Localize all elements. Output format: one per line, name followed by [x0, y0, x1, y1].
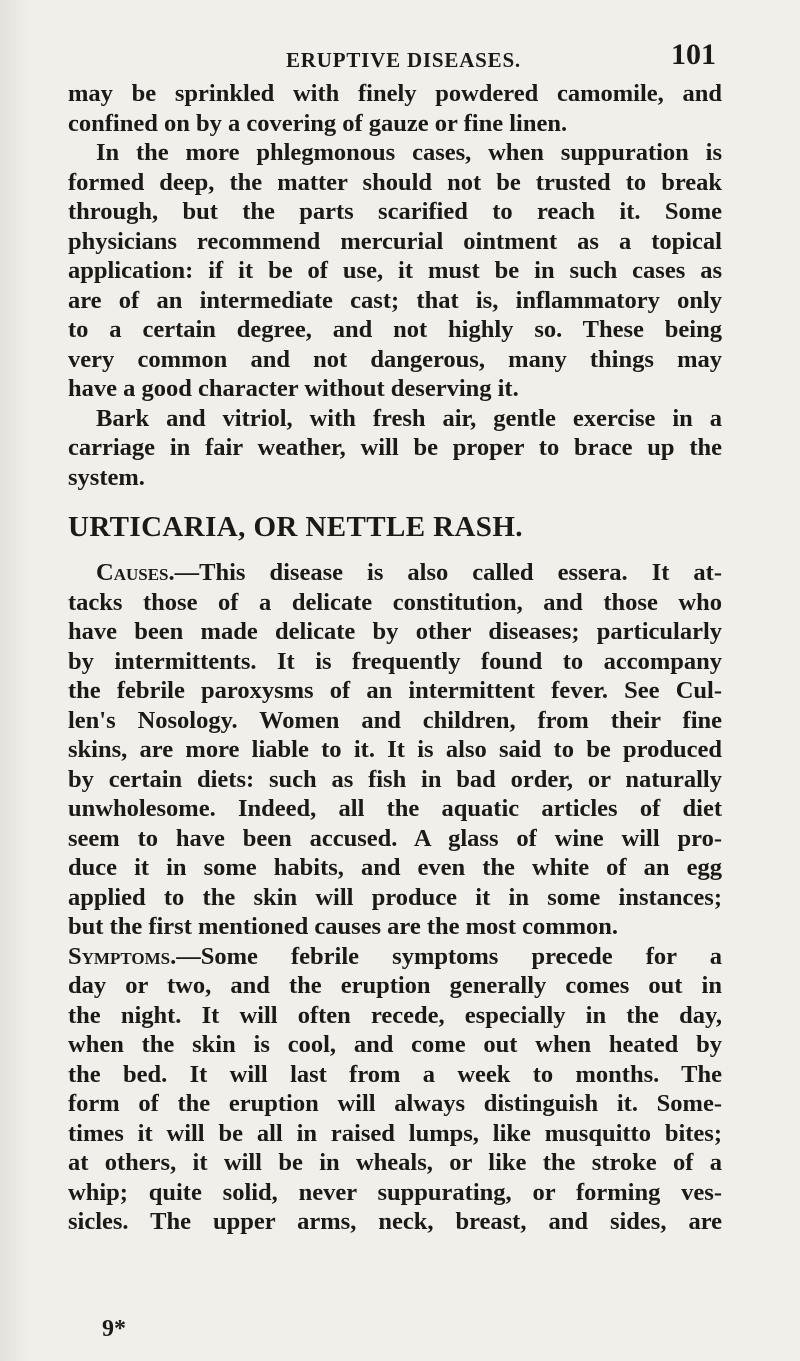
text-line: the night. It will often recede, especially in the day, — [68, 1001, 722, 1029]
text-line: skins, are more liable to it. It is also said to be produced — [68, 736, 722, 763]
running-title: ERUPTIVE DISEASES. — [286, 48, 521, 72]
text-line: the febrile paroxysms of an intermittent fever. See Cul- — [68, 677, 722, 704]
symptoms-label: Symptoms. — [68, 942, 177, 970]
text-line: physicians recommend mercurial ointment as a topical — [68, 227, 722, 255]
running-head — [286, 38, 716, 82]
text-line: unwholesome. Indeed, all the aquatic articles of diet — [68, 795, 722, 822]
text-line: len's Nosology. Women and children, from their fine — [68, 706, 722, 734]
text-line: are of an intermediate cast; that is, inflammatory only — [68, 286, 722, 314]
signature-mark: 9* — [102, 1316, 126, 1342]
text-line: very common and not dangerous, many things may — [68, 345, 722, 373]
text-line: In the more phlegmonous cases, when suppuration is — [96, 139, 722, 166]
text-line: have a good character without deserving it. — [68, 375, 519, 402]
causes-label: Causes. — [96, 559, 175, 586]
text-line: Bark and vitriol, with fresh air, gentle exercise in a — [96, 404, 722, 432]
text-line: confined on by a covering of gauze or fine linen. — [68, 109, 568, 137]
symptoms-first-line — [68, 942, 722, 972]
causes-first-line — [68, 558, 722, 588]
text-line: applied to the skin will produce it in some instances; — [68, 883, 722, 911]
text-line: application: if it be of use, it must be in such cases as — [68, 257, 722, 284]
text-line: system. — [68, 463, 145, 491]
text-line: sicles. The upper arms, neck, breast, and sides, are — [68, 1208, 722, 1235]
text-line: day or two, and the eruption generally comes out in — [68, 972, 722, 999]
text-line: but the first mentioned causes are the most common. — [68, 913, 619, 940]
text-line: may be sprinkled with finely powdered camomile, and — [68, 80, 722, 107]
text-line: at others, it will be in wheals, or like the stroke of a — [68, 1149, 722, 1176]
text-line: the bed. It will last from a week to months. The — [68, 1060, 722, 1088]
text-line: have been made delicate by other diseases; particularly — [68, 618, 722, 645]
text-line: duce it in some habits, and even the white of an egg — [68, 854, 722, 881]
text-line: form of the eruption will always distinguish it. Some- — [68, 1090, 722, 1117]
text-line: when the skin is cool, and come out when heated by — [68, 1031, 722, 1058]
text-line: tacks those of a delicate constitution, and those who — [68, 588, 722, 616]
body-text — [68, 79, 722, 1237]
page-number: 101 — [671, 38, 716, 71]
text-line: carriage in fair weather, will be proper to brace up the — [68, 434, 722, 461]
text-line: seem to have been accused. A glass of wine will pro- — [68, 824, 722, 852]
text-line: to a certain degree, and not highly so. These being — [68, 316, 722, 343]
text-line: whip; quite solid, never suppurating, or forming ves- — [68, 1178, 722, 1206]
section-heading: URTICARIA, OR NETTLE RASH. — [68, 511, 523, 543]
text-line: by certain diets: such as fish in bad order, or naturally — [68, 765, 722, 793]
text-line: by intermittents. It is frequently found to accompany — [68, 647, 722, 675]
text-line: through, but the parts scarified to reach it. Some — [68, 198, 722, 225]
causes-first-line-text: —This disease is also called essera. It at- — [174, 559, 722, 586]
text-line: formed deep, the matter should not be trusted to break — [68, 168, 722, 196]
text-line: times it will be all in raised lumps, like musquitto bites; — [68, 1119, 722, 1147]
spine-shadow — [0, 0, 30, 1361]
symptoms-first-line-text: —Some febrile symptoms precede for a — [176, 942, 722, 970]
